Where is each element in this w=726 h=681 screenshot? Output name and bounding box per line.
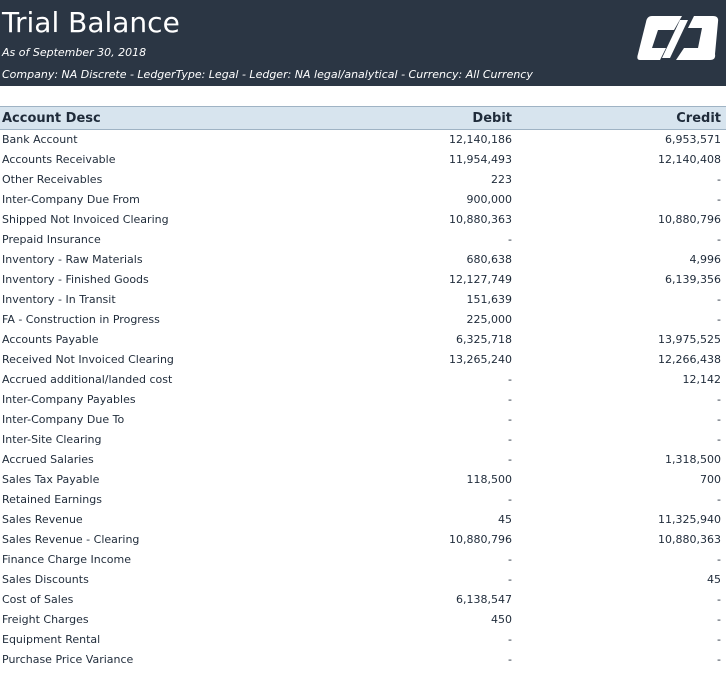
credit-cell: 11,325,940 [658,513,721,526]
report-filters: Company: NA Discrete - LedgerType: Legal - Ledger: NA legal/analytical - Currency: All Currency [2,68,533,81]
credit-cell: - [717,193,721,206]
credit-cell: - [717,313,721,326]
table-row [0,310,726,330]
account-desc-cell: Inter-Site Clearing [2,433,102,446]
account-desc-cell: Accounts Payable [2,333,99,346]
debit-cell: 6,138,547 [456,593,512,606]
report-header [0,0,726,86]
debit-cell: 10,880,363 [449,213,512,226]
account-desc-cell: Inter-Company Due To [2,413,125,426]
account-desc-cell: Sales Tax Payable [2,473,100,486]
report-title: Trial Balance [2,6,180,39]
debit-cell: 450 [491,613,512,626]
account-desc-cell: Prepaid Insurance [2,233,101,246]
credit-cell: 45 [707,573,721,586]
table-row [0,570,726,590]
table-row [0,530,726,550]
debit-cell: - [508,413,512,426]
table-row [0,170,726,190]
credit-cell: 700 [700,473,721,486]
credit-cell: - [717,393,721,406]
credit-cell: 6,953,571 [665,133,721,146]
account-desc-cell: Inter-Company Due From [2,193,140,206]
debit-cell: 45 [498,513,512,526]
table-row [0,390,726,410]
credit-cell: 13,975,525 [658,333,721,346]
table-row [0,550,726,570]
debit-cell: 223 [491,173,512,186]
account-desc-cell: Inventory - Raw Materials [2,253,143,266]
table-row [0,590,726,610]
debit-cell: - [508,393,512,406]
credit-cell: 10,880,796 [658,213,721,226]
credit-cell: - [717,633,721,646]
account-desc-cell: Finance Charge Income [2,553,132,566]
trial-balance-table [0,106,726,670]
table-header [0,106,726,130]
account-desc-cell: Bank Account [2,133,78,146]
debit-cell: - [508,373,512,386]
debit-cell: 12,127,749 [449,273,512,286]
debit-cell: - [508,633,512,646]
table-row [0,470,726,490]
debit-cell: - [508,653,512,666]
debit-cell: - [508,233,512,246]
company-logo-icon [636,8,720,68]
account-desc-cell: Sales Revenue [2,513,83,526]
debit-cell: - [508,433,512,446]
table-row [0,290,726,310]
account-desc-cell: Other Receivables [2,173,103,186]
debit-cell: 151,639 [466,293,512,306]
table-body [0,130,726,670]
credit-cell: 10,880,363 [658,533,721,546]
account-desc-cell: Sales Revenue - Clearing [2,533,140,546]
account-desc-cell: Inventory - Finished Goods [2,273,149,286]
account-desc-cell: FA - Construction in Progress [2,313,160,326]
table-row [0,130,726,150]
debit-cell: 10,880,796 [449,533,512,546]
credit-cell: - [717,173,721,186]
column-header-account-desc: Account Desc [2,111,101,126]
table-row [0,610,726,630]
debit-cell: - [508,573,512,586]
account-desc-cell: Purchase Price Variance [2,653,134,666]
credit-cell: - [717,433,721,446]
credit-cell: - [717,413,721,426]
debit-cell: 118,500 [466,473,512,486]
credit-cell: - [717,653,721,666]
table-row [0,630,726,650]
credit-cell: 4,996 [689,253,721,266]
debit-cell: 900,000 [466,193,512,206]
table-row [0,370,726,390]
credit-cell: 12,140,408 [658,153,721,166]
credit-cell: - [717,493,721,506]
report-date: As of September 30, 2018 [2,46,147,59]
account-desc-cell: Inventory - In Transit [2,293,116,306]
credit-cell: 6,139,356 [665,273,721,286]
debit-cell: 680,638 [466,253,512,266]
debit-cell: 11,954,493 [449,153,512,166]
table-row [0,190,726,210]
table-row [0,150,726,170]
debit-cell: - [508,453,512,466]
table-row [0,270,726,290]
credit-cell: - [717,593,721,606]
credit-cell: - [717,233,721,246]
table-row [0,250,726,270]
table-row [0,430,726,450]
table-row [0,210,726,230]
account-desc-cell: Accrued additional/landed cost [2,373,173,386]
account-desc-cell: Accounts Receivable [2,153,116,166]
credit-cell: 1,318,500 [665,453,721,466]
column-header-debit: Debit [472,111,512,126]
credit-cell: - [717,613,721,626]
table-row [0,410,726,430]
credit-cell: - [717,553,721,566]
table-row [0,350,726,370]
account-desc-cell: Shipped Not Invoiced Clearing [2,213,169,226]
column-header-credit: Credit [676,111,721,126]
account-desc-cell: Equipment Rental [2,633,101,646]
table-row [0,490,726,510]
debit-cell: - [508,493,512,506]
table-row [0,330,726,350]
debit-cell: - [508,553,512,566]
account-desc-cell: Cost of Sales [2,593,74,606]
credit-cell: - [717,293,721,306]
debit-cell: 225,000 [466,313,512,326]
debit-cell: 13,265,240 [449,353,512,366]
account-desc-cell: Inter-Company Payables [2,393,136,406]
credit-cell: 12,142 [682,373,721,386]
table-row [0,230,726,250]
credit-cell: 12,266,438 [658,353,721,366]
account-desc-cell: Accrued Salaries [2,453,94,466]
account-desc-cell: Freight Charges [2,613,89,626]
account-desc-cell: Sales Discounts [2,573,89,586]
account-desc-cell: Received Not Invoiced Clearing [2,353,174,366]
table-row [0,510,726,530]
debit-cell: 6,325,718 [456,333,512,346]
debit-cell: 12,140,186 [449,133,512,146]
table-row [0,650,726,670]
table-row [0,450,726,470]
account-desc-cell: Retained Earnings [2,493,102,506]
